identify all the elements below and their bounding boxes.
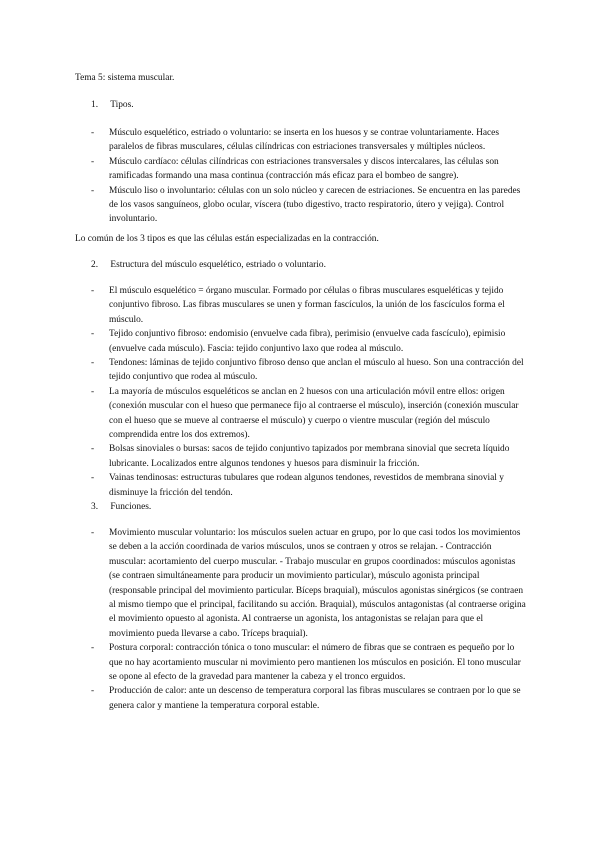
- list-item: [91, 327, 527, 356]
- section-heading-estructura: [91, 258, 326, 272]
- list-item-text: Movimiento muscular voluntario: los músculos suelen actuar en grupo, por lo que casi todos los movimientos se deben a la acción coordinada de varios músculos, unos se contraen y otros se relajan. - Contracción muscular: acortamiento del cuerpo muscular. - Trabajo muscular en grupos coordinados: músculos agonistas (se contraen simultáneamente para producir un movimiento particular), músculo agonista principal (responsable principal del movimiento particular. Bíceps braquial), músculos agonistas sinérgicos (se contraen al mismo tiempo que el principal, facilitando su acción. Braquial), músculos antagonistas (al contraerse origina el movimiento opuesto al agonista. Al contraerse un agonista, los antagonistas se relajan para que el movimiento pueda llevarse a cabo. Tríceps braquial).: [109, 528, 526, 639]
- document-title: Tema 5: sistema muscular.: [75, 73, 175, 83]
- section-heading-text: Funciones.: [110, 502, 152, 512]
- list-item: [91, 155, 527, 184]
- list-item: [91, 284, 527, 327]
- bullet-dash: -: [91, 643, 95, 654]
- list-item: [91, 471, 527, 500]
- section-list-estructura: [91, 284, 527, 500]
- bullet-dash: -: [91, 444, 95, 455]
- list-item-text: Tejido conjuntivo fibroso: endomisio (envuelve cada fibra), perimisio (envuelve cada fascículo), epimisio (envuelve cada músculo). Fascia: tejido conjuntivo laxo que rodea al músculo.: [109, 329, 506, 354]
- bullet-dash: -: [91, 473, 95, 484]
- list-item: [91, 684, 527, 713]
- section-heading-text: Tipos.: [110, 100, 134, 110]
- list-item-text: Músculo liso o involuntario: células con un solo núcleo y carecen de estriaciones. Se encuentra en las paredes de los vasos sanguíneos, globo ocular, víscera (tubo digestivo, tracto respiratorio, útero y vejiga). Control involuntario.: [109, 185, 521, 225]
- section-list-funciones: [91, 526, 527, 713]
- section-heading-text: Estructura del músculo esquelético, estriado o voluntario.: [110, 260, 326, 270]
- bullet-dash: -: [91, 386, 95, 397]
- bullet-dash: -: [91, 128, 95, 138]
- section-heading-tipos: [91, 98, 134, 112]
- section-number: 2.: [91, 260, 99, 270]
- list-item-text: La mayoría de músculos esqueléticos se anclan en 2 huesos con una articulación móvil entre ellos: origen (conexión muscular con el hueso que permanece fijo al contraerse el músculo), inserción (conexión muscular con el hueso que se mueve al contraerse el músculo) y cuerpo o vientre muscular (región del músculo comprendida entre los dos extremos).: [109, 386, 519, 441]
- list-item: [91, 126, 527, 155]
- list-item-text: Tendones: láminas de tejido conjuntivo fibroso denso que anclan el músculo al hueso. Son una contracción del tejido conjuntivo que rodea al músculo.: [109, 358, 524, 383]
- bullet-dash: -: [91, 286, 95, 296]
- bullet-dash: -: [91, 686, 95, 697]
- list-item-text: Músculo esquelético, estriado o voluntario: se inserta en los huesos y se contrae voluntariamente. Haces paralelos de fibras musculares, células cilíndricas con estriaciones transversales y múltiples núcleos.: [109, 128, 499, 153]
- list-item: [91, 184, 527, 227]
- list-item-text: El músculo esquelético = órgano muscular. Formado por células o fibras musculares esqueléticas y tejido conjuntivo fibroso. Las fibras musculares se unen y forman fascículos, la unión de los fascículos forma el músculo.: [109, 286, 505, 325]
- list-item: [91, 442, 527, 471]
- list-item-text: Músculo cardíaco: células cilíndricas con estriaciones transversales y discos intercalares, las células son ramificadas formando una masa continua (contracción más eficaz para el bombeo de sangre).: [109, 156, 499, 182]
- section-number: 3.: [91, 502, 99, 512]
- list-item: [91, 526, 527, 641]
- bullet-dash: -: [91, 358, 95, 369]
- list-item-text: Producción de calor: ante un descenso de temperatura corporal las fibras musculares se contraen por lo que se genera calor y mantiene la temperatura corporal estable.: [109, 686, 521, 711]
- bullet-dash: -: [91, 329, 95, 340]
- list-item-text: Postura corporal: contracción tónica o tono muscular: el número de fibras que se contraen es pequeño por lo que no hay acortamiento muscular ni movimiento pero mantienen los músculos en posición. El tono muscular se opone al efecto de la gravedad para mantener la cabeza y el tronco erguidos.: [109, 643, 521, 683]
- bullet-dash: -: [91, 528, 95, 538]
- bullet-dash: -: [91, 185, 95, 196]
- section-number: 1.: [91, 100, 99, 110]
- list-item: [91, 385, 527, 443]
- section-heading-funciones: [91, 500, 151, 514]
- section-note: Lo común de los 3 tipos es que las células están especializadas en la contracción.: [75, 234, 379, 244]
- list-item: [91, 641, 527, 684]
- list-item: [91, 356, 527, 385]
- list-item-text: Vainas tendinosas: estructuras tubulares que rodean algunos tendones, revestidos de membrana sinovial y disminuye la fricción del tendón.: [109, 473, 504, 498]
- bullet-dash: -: [91, 156, 95, 167]
- section-list-tipos: [91, 126, 527, 227]
- list-item-text: Bolsas sinoviales o bursas: sacos de tejido conjuntivo tapizados por membrana sinovial que secreta líquido lubricante. Localizados entre algunos tendones y huesos para disminuir la fricción.: [109, 444, 510, 469]
